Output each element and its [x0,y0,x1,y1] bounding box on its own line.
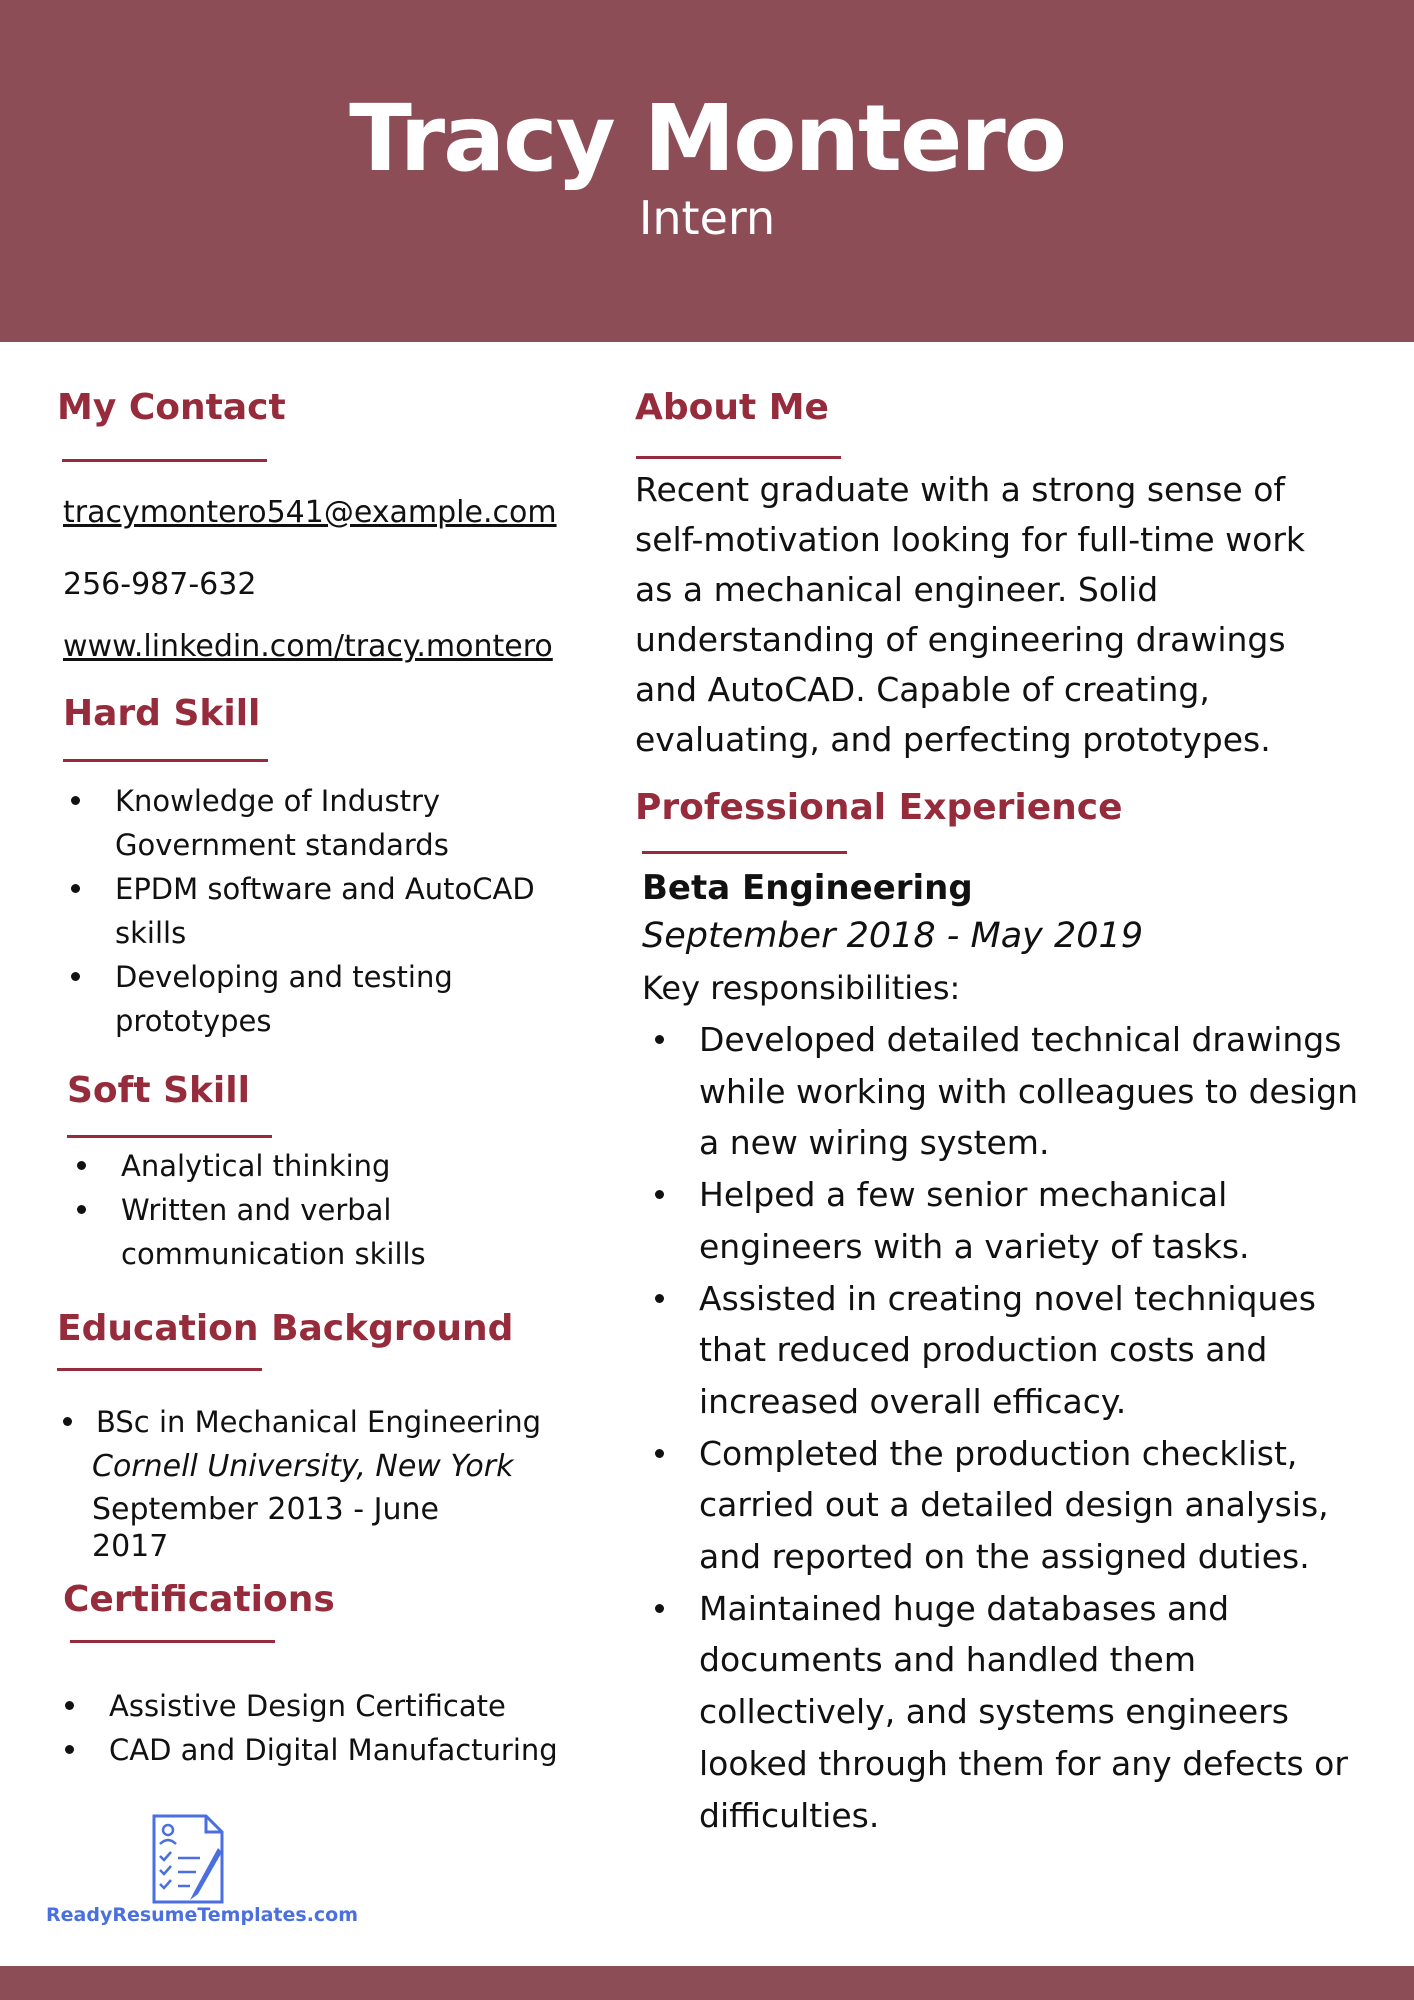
list-item-line: that reduced production costs and [699,1330,1268,1370]
list-item [55,1400,615,1444]
contact-section-title: My Contact [57,387,286,428]
hard-skill-divider [63,759,268,762]
company-name: Beta Engineering [642,868,973,908]
about-line: self-motivation looking for full-time work [635,520,1306,559]
list-item [647,1428,1367,1583]
resume-document-icon [150,1814,226,1904]
education-dates-line1: September 2013 - June [92,1492,439,1527]
contact-divider [62,459,267,462]
list-item [647,1014,1367,1169]
list-item-line: CAD and Digital Manufacturing [109,1733,558,1767]
list-item-line: Knowledge of Industry [115,784,441,818]
list-item-line: Analytical thinking [121,1149,391,1183]
list-item-line: a new wiring system. [699,1123,1050,1163]
email-link[interactable]: tracymontero541@example.com [63,495,557,530]
list-item-line: looked through them for any defects or [699,1743,1348,1783]
list-item [647,1273,1367,1428]
experience-section-title: Professional Experience [635,787,1123,828]
footer-bar [0,1966,1414,2000]
soft-skill-list [69,1144,569,1276]
list-item-line: while working with colleagues to design [699,1071,1359,1111]
list-item-line: Helped a few senior mechanical [699,1175,1228,1215]
list-item-line: increased overall efficacy. [699,1381,1127,1421]
phone-number: 256-987-632 [63,567,257,602]
list-item [63,779,583,867]
about-paragraph [635,465,1355,765]
list-item-line: Government standards [115,828,449,862]
about-section-title: About Me [635,387,829,428]
about-divider [636,456,841,459]
job-dates: September 2018 - May 2019 [642,916,1144,956]
hard-skill-section-title: Hard Skill [63,693,261,734]
about-line: Recent graduate with a strong sense of [635,470,1286,509]
responsibilities-list [647,1014,1367,1841]
list-item-line: Developing and testing [115,960,453,994]
list-item-line: documents and handled them [699,1640,1196,1680]
candidate-role: Intern [638,191,776,245]
list-item-line: collectively, and systems engineers [699,1692,1289,1732]
degree: BSc in Mechanical Engineering [96,1405,541,1439]
list-item-line: Developed detailed technical drawings [699,1020,1342,1059]
list-item-line: engineers with a variety of tasks. [699,1226,1250,1266]
list-item [57,1728,617,1772]
list-item-line: prototypes [115,1004,272,1038]
education-section-title: Education Background [57,1308,514,1349]
logo-text: ReadyResumeTemplates.com [46,1904,359,1926]
list-item-line: EPDM software and AutoCAD [115,872,535,906]
about-line: understanding of engineering drawings [635,620,1286,659]
list-item-line: carried out a detailed design analysis, [699,1485,1329,1525]
list-item [647,1583,1367,1842]
list-item-line: Maintained huge databases and [699,1588,1230,1628]
list-item-line: skills [115,916,187,950]
list-item-line: Assisted in creating novel techniques [699,1278,1316,1318]
certifications-divider [70,1640,275,1643]
list-item-line: communication skills [121,1237,426,1271]
list-item [63,867,583,955]
list-item-line: Completed the production checklist, [699,1433,1298,1473]
linkedin-link[interactable]: www.linkedin.com/tracy.montero [63,629,553,664]
list-item-line: Assistive Design Certificate [109,1689,506,1723]
soft-skill-section-title: Soft Skill [67,1070,250,1111]
hard-skill-list [63,779,583,1043]
education-list [55,1400,615,1444]
list-item-line: Written and verbal [121,1193,392,1227]
experience-divider [642,851,847,854]
list-item [647,1169,1367,1272]
list-item [57,1684,617,1728]
header-banner [0,0,1414,342]
list-item [69,1188,569,1276]
list-item-line: difficulties. [699,1795,880,1835]
candidate-name: Tracy Montero [349,85,1065,192]
certifications-list [57,1684,617,1772]
education-divider [57,1368,262,1371]
certifications-section-title: Certifications [63,1579,335,1620]
list-item [69,1144,569,1188]
about-line: evaluating, and perfecting prototypes. [635,720,1271,759]
soft-skill-divider [67,1135,272,1138]
education-dates-line2: 2017 [92,1529,169,1564]
list-item [63,955,583,1043]
school: Cornell University, New York [92,1449,514,1484]
list-item-line: and reported on the assigned duties. [699,1537,1310,1577]
about-line: and AutoCAD. Capable of creating, [635,670,1210,709]
responsibilities-intro: Key responsibilities: [642,969,961,1007]
about-line: as a mechanical engineer. Solid [635,570,1159,609]
